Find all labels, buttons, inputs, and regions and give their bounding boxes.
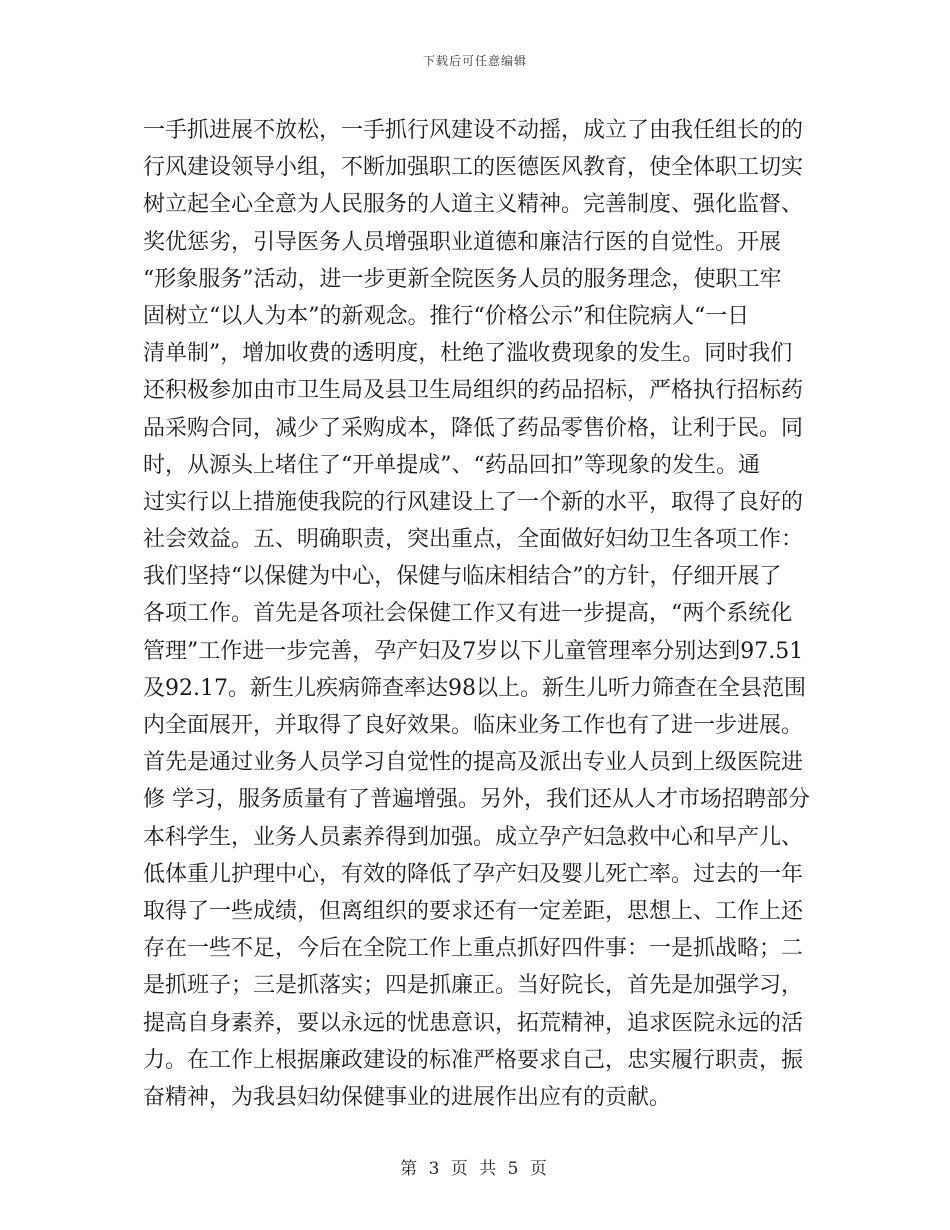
text-line: 品采购合同，减少了采购成本，降低了药品零售价格，让利于民。同 [143,415,804,441]
text-line: 取得了一些成绩，但离组织的要求还有一定差距，思想上、工作上还 [143,898,804,924]
text-line: 奋精神，为我县妇幼保健事业的进展作出应有的贡献。 [143,1084,672,1110]
text-line: 一手抓进展不放松，一手抓行风建设不动摇，成立了由我任组长的的 [143,118,804,143]
text-line: 修 学习，服务质量有了普遍增强。另外，我们还从人才市场招聘部分 [143,787,810,813]
text-line: 我们坚持“以保健为中心，保健与临床相结合”的方针，仔细开展了 [143,564,782,590]
document-body [143,112,811,1116]
text-line: 各项工作。首先是各项社会保健工作又有进一步提高，“两个系统化 [143,601,793,627]
text-line: 内全面展开，并取得了良好效果。临床业务工作也有了进一步进展。 [143,713,804,738]
text-line: 及92.17。新生儿疾病筛查率达98以上。新生儿听力筛查在全县范围 [143,675,806,701]
text-line: 时，从源头上堵住了“开单提成”、“药品回扣”等现象的发生。通 [143,452,760,478]
text-line: 社会效益。五、明确职责，突出重点，全面做好妇幼卫生各项工作： [143,527,804,553]
text-line: “形象服务”活动，进一步更新全院医务人员的服务理念，使职工牢 [143,266,782,292]
text-line: 是抓班子；三是抓落实；四是抓廉正。当好院长，首先是加强学习， [143,973,804,999]
text-line: 首先是通过业务人员学习自觉性的提高及派出专业人员到上级医院进 [143,750,804,776]
page-header: 下载后可任意编辑 [422,54,527,68]
text-line: 本科学生，业务人员素养得到加强。成立孕产妇急救中心和早产儿、 [143,824,804,850]
text-line: 过实行以上措施使我院的行风建设上了一个新的水平，取得了良好的 [143,489,804,515]
text-line: 清单制”，增加收费的透明度，杜绝了滥收费现象的发生。同时我们 [143,341,793,367]
text-line: 管理”工作进一步完善，孕产妇及7岁以下儿童管理率分别达到97.51 [143,638,804,664]
text-line: 奖优惩劣，引导医务人员增强职业道德和廉洁行医的自觉性。开展 [143,229,782,255]
text-line: 提高自身素养，要以永远的忧患意识，拓荒精神，追求医院永远的活 [143,1010,804,1036]
text-line: 行风建设领导小组，不断加强职工的医德医风教育，使全体职工切实 [143,155,804,181]
text-line: 固树立“以人为本”的新观念。推行“价格公示”和住院病人“一日 [143,303,750,329]
text-line: 低体重儿护理中心，有效的降低了孕产妇及婴儿死亡率。过去的一年 [143,861,804,887]
text-line: 还积极参加由市卫生局及县卫生局组织的药品招标，严格执行招标药 [143,378,804,404]
text-line: 存在一些不足，今后在全院工作上重点抓好四件事：一是抓战略；二 [143,936,804,962]
text-line: 力。在工作上根据廉政建设的标准严格要求自己，忠实履行职责，振 [143,1047,804,1073]
text-line: 树立起全心全意为人民服务的人道主义精神。完善制度、强化监督、 [143,192,804,218]
page-number: 第 3 页 共 5 页 [400,1159,550,1179]
